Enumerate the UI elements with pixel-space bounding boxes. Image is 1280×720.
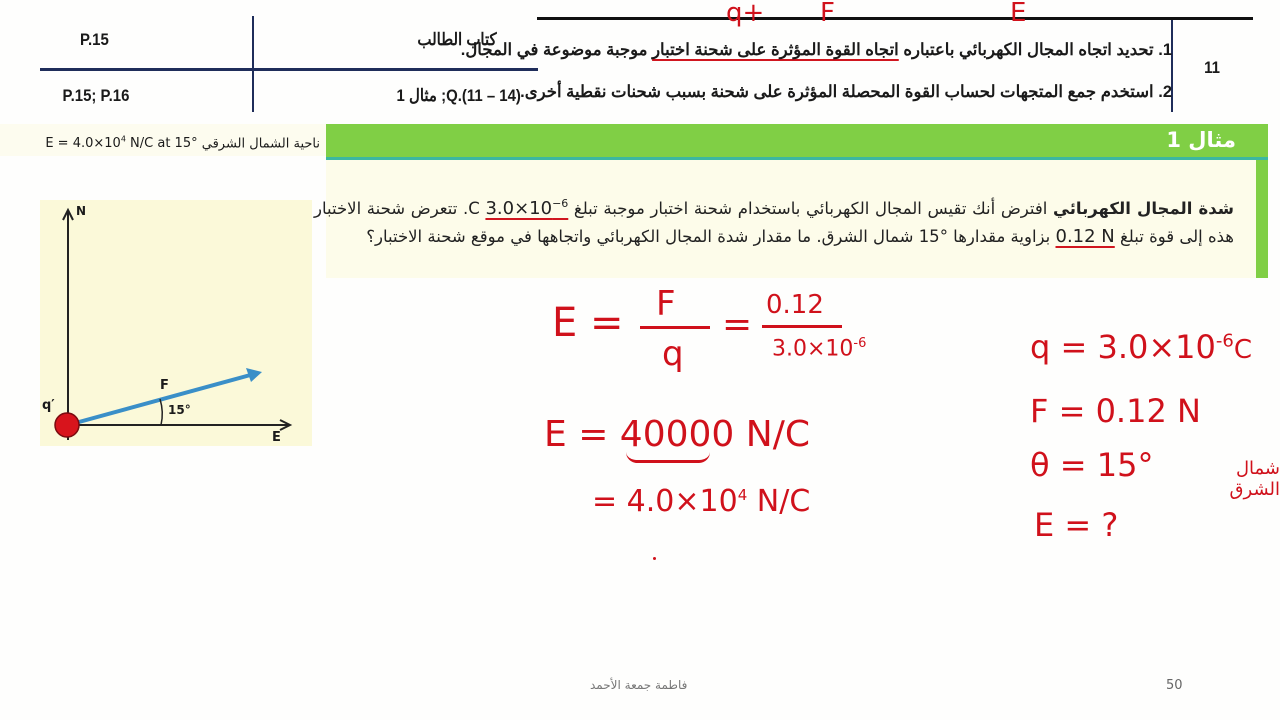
solution-q: q (662, 334, 684, 374)
fraction-bar-2 (762, 325, 842, 328)
solution-line-3 (592, 484, 810, 519)
charge-value (485, 198, 568, 219)
resource-refs: 1 مثال ;Q.(11 – 14) (396, 86, 521, 105)
given-q (1030, 328, 1252, 366)
answer-direction: ناحية الشمال الشرقي (201, 136, 320, 152)
solution-charge-value (772, 336, 866, 361)
objective-1-num: 1. (1158, 41, 1172, 59)
example-title: مثال 1 (1166, 128, 1236, 152)
force-value: 0.12 N (1055, 226, 1115, 247)
solution-e-lhs: E = (552, 300, 624, 346)
solution-charge-mantissa: 3.0×10 (772, 336, 854, 362)
row-number: 11 (1204, 58, 1220, 77)
annotation-f: F (820, 0, 835, 28)
underline-40000 (626, 452, 710, 463)
answer-formula: E = 4.0×10 (45, 136, 121, 152)
solution-f: F (656, 284, 676, 324)
table-mid-rule (40, 68, 538, 71)
given-f: F = 0.12 N (1030, 392, 1201, 430)
answer-suffix: N/C at 15° (125, 136, 198, 152)
objective-2-num: 2. (1158, 83, 1172, 101)
objective-1-text-a: تحديد اتجاه المجال الكهربائي باعتباره (898, 41, 1154, 59)
example-side-strip (1256, 160, 1268, 278)
solution-force-value: 0.12 (766, 290, 824, 320)
solution-result-unit: N/C (747, 484, 811, 519)
axis-label-east: E (272, 430, 281, 445)
objective-2 (520, 82, 1172, 102)
table-top-rule (537, 17, 1253, 20)
given-q-exp: -6 (1215, 330, 1234, 352)
objective-2-text: استخدم جمع المتجهات لحساب القوة المحصلة المؤثرة على شحنة بسبب شحنات نقطية أخرى. (520, 83, 1154, 101)
annotation-q-plus: q+ (726, 0, 765, 28)
given-q-unit: C (1233, 335, 1252, 365)
pen-dot (653, 557, 656, 560)
problem-text-1: افترض أنك تقيس المجال الكهربائي باستخدام شحنة اختبار موجبة تبلغ (568, 199, 1053, 218)
problem-text-3: بزاوية مقدارها °15 شمال الشرق. ما مقدار شدة المجال الكهربائي واتجاهها في موقع شحنة الاختبار؟ (366, 227, 1056, 246)
solution-charge-exp: -6 (853, 336, 867, 351)
table-col-divider (252, 16, 254, 112)
force-label: F (160, 378, 169, 393)
given-e: E = ? (1034, 506, 1119, 544)
resource-label: كتاب الطالب (417, 30, 497, 49)
example-problem-text (314, 190, 1234, 251)
footer-author: فاطمة جمعة الأحمد (590, 678, 688, 692)
answer-exponent: 4 (120, 135, 126, 144)
axis-label-north: N (76, 204, 87, 218)
solution-line-2: E = 40000 N/C (544, 414, 810, 455)
angle-label: 15° (168, 403, 191, 417)
footer-page-number: 50 (1166, 678, 1183, 693)
objective-1 (461, 40, 1172, 60)
fraction-bar-1 (640, 326, 710, 329)
force-vector-diagram (40, 200, 312, 446)
problem-text-2: C. تتعرض شحنة الاختبار هذه إلى قوة تبلغ (314, 199, 1234, 246)
annotation-e: E (1010, 0, 1027, 28)
solution-result-mantissa: = 4.0×10 (592, 484, 738, 519)
answer-note (0, 124, 326, 156)
given-q-value: q = 3.0×10 (1030, 328, 1216, 366)
charge-exponent: −6 (552, 197, 569, 210)
charge-mantissa: 3.0×10 (485, 198, 553, 219)
pages-top: P.15 (79, 30, 109, 49)
solution-eq: = (722, 304, 753, 345)
pages-bottom: P.15; P.16 (62, 86, 130, 105)
example-header (326, 124, 1268, 160)
given-direction: شمال الشرق (1229, 458, 1280, 500)
solution-result-exp: 4 (737, 486, 748, 504)
charge-label: q′ (42, 398, 55, 413)
objective-1-underlined: اتجاه القوة المؤثرة على شحنة اختبار (652, 41, 899, 59)
example-heading: شدة المجال الكهربائي (1053, 199, 1235, 218)
given-theta: θ = 15° (1030, 446, 1154, 484)
objective-1-text-b: موجبة موضوعة في المجال. (460, 41, 653, 59)
